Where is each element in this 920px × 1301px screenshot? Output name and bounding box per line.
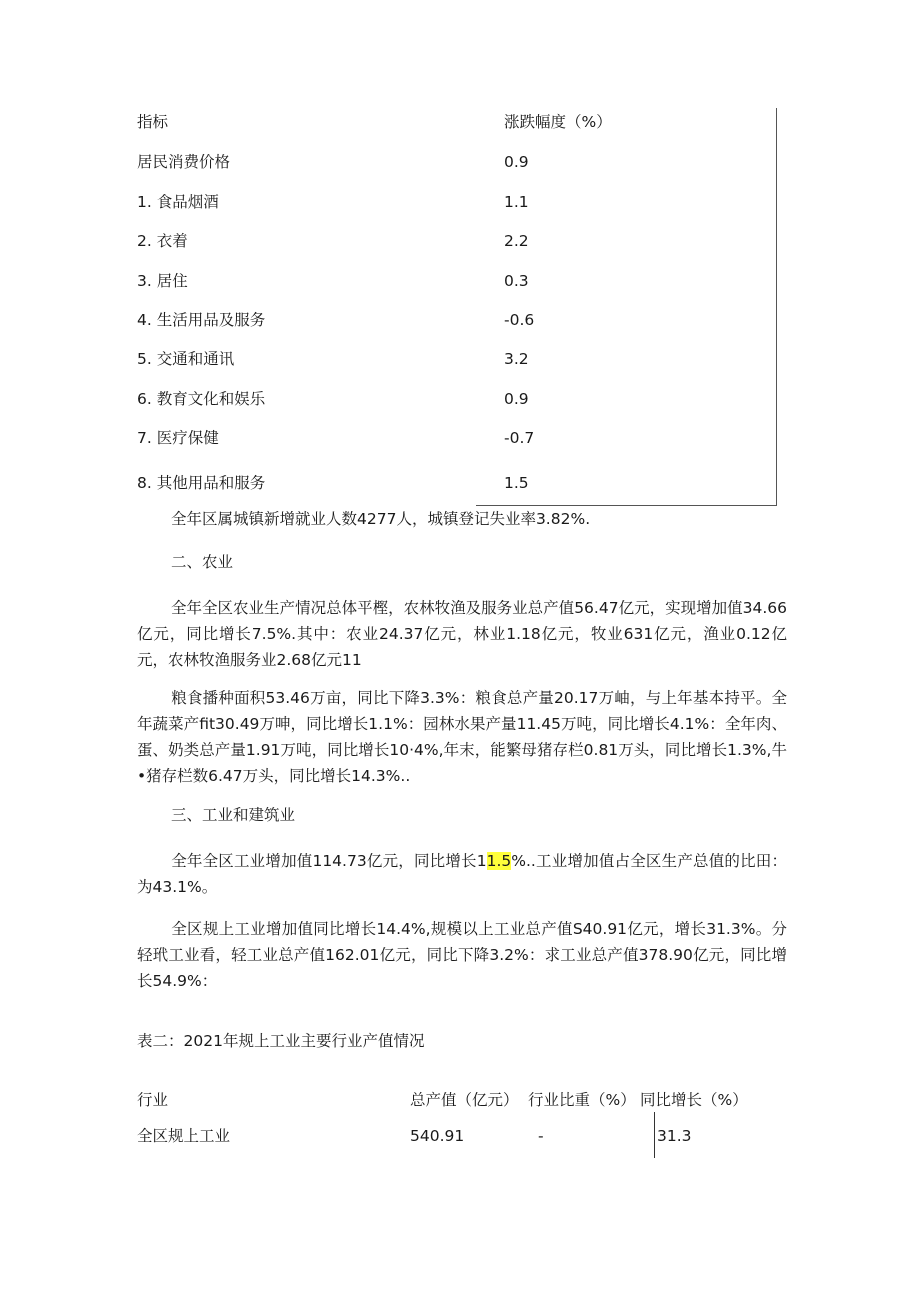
row-name: 4. 生活用品及服务 [137, 311, 266, 329]
section2-paragraph-2 [137, 685, 787, 789]
table2-column-border [654, 1112, 655, 1158]
highlighted-text: 1.5 [486, 852, 512, 870]
table2-header-industry: 行业 [137, 1091, 169, 1109]
table-row [137, 427, 777, 449]
row-value: 1.1 [504, 193, 529, 211]
table2-header-share: 行业比重（%） [528, 1091, 636, 1109]
row-name: 1. 食品烟酒 [137, 193, 219, 211]
table2-header-output: 总产值（亿元） [410, 1091, 519, 1109]
section3-paragraph-2 [137, 916, 787, 994]
row-value: 0.9 [504, 153, 529, 171]
section2-p1-text: 全年全区农业生产情况总体平樫，农林牧渔及服务业总产值56.47亿元，实现增加值34.66亿元，同比增长7.5%.其中：农业24.37亿元，林业1.18亿元，牧业631亿元，渔业0.12亿元，农林牧渔服务业2.68亿元11 [137, 599, 787, 669]
table-row [137, 309, 777, 331]
row-name: 2. 衣着 [137, 232, 188, 250]
row-name: 8. 其他用品和服务 [137, 474, 266, 492]
row-value: 1.5 [504, 474, 529, 492]
section2-heading: 二、农业 [171, 553, 234, 571]
table2-row-output: 540.91 [410, 1127, 465, 1145]
table2-row-industry: 全区规上工业 [137, 1127, 231, 1145]
row-name: 5. 交通和通讯 [137, 350, 235, 368]
table-row [137, 270, 777, 292]
table-row [137, 191, 777, 213]
section3-p1-before: 全年全区工业增加值114.73亿元，同比增长1 [171, 852, 487, 870]
section2-p2-text: 粮食播种面积53.46万亩，同比下降3.3%：粮食总产量20.17万岫，与上年基本持平。全年蔬菜产fit30.49万呻，同比增长1.1%：园林水果产量11.45万吨，同比增长4.1%：全年肉、蛋、奶类总产量1.91万吨，同比增长10·4%,年末，能繁母猪存栏0.81万头，同比增长1.3%,牛•猪存栏数6.47万头，同比增长14.3%.. [137, 689, 787, 785]
table1-header [137, 111, 777, 133]
row-name: 7. 医疗保健 [137, 429, 219, 447]
table2-header-growth: 同比增长（%） [640, 1091, 748, 1109]
section3-heading: 三、工业和建筑业 [171, 806, 296, 824]
table-row [137, 230, 777, 252]
section2-paragraph-1 [137, 595, 787, 673]
row-name: 6. 教育文化和娱乐 [137, 390, 266, 408]
table1-header-indicator: 指标 [137, 113, 169, 131]
row-value: -0.7 [504, 429, 535, 447]
table-row [137, 151, 777, 173]
table-row [137, 388, 777, 410]
section3-p1-after: %..工业增加值占全区生产总值的比田：为43.1%。 [137, 852, 787, 896]
employment-text: 全年区属城镇新增就业人数4277人，城镇登记失业率3.82%. [171, 510, 591, 528]
row-value: 2.2 [504, 232, 529, 250]
table2-row-growth: 31.3 [657, 1127, 692, 1145]
table1-bottom-border [476, 505, 777, 506]
row-value: 3.2 [504, 350, 529, 368]
section3-paragraph-1 [137, 848, 787, 900]
table2-row-share: - [538, 1127, 544, 1145]
table1-right-border [776, 108, 777, 506]
table1-header-change: 涨跌幅度（%） [504, 113, 612, 131]
row-name: 3. 居住 [137, 272, 188, 290]
row-name: 居民消费价格 [137, 153, 231, 171]
row-value: -0.6 [504, 311, 535, 329]
table-row [137, 472, 777, 494]
table-row [137, 348, 777, 370]
row-value: 0.3 [504, 272, 529, 290]
row-value: 0.9 [504, 390, 529, 408]
section3-p2-text: 全区规上工业增加值同比增长14.4%,规模以上工业总产值S40.91亿元，增长31.3%。分轻玳工业看，轻工业总产值162.01亿元，同比下降3.2%：求工业总产值378.90亿元，同比增长54.9%： [137, 920, 787, 990]
table2-caption: 表二：2021年规上工业主要行业产值情况 [137, 1032, 425, 1050]
